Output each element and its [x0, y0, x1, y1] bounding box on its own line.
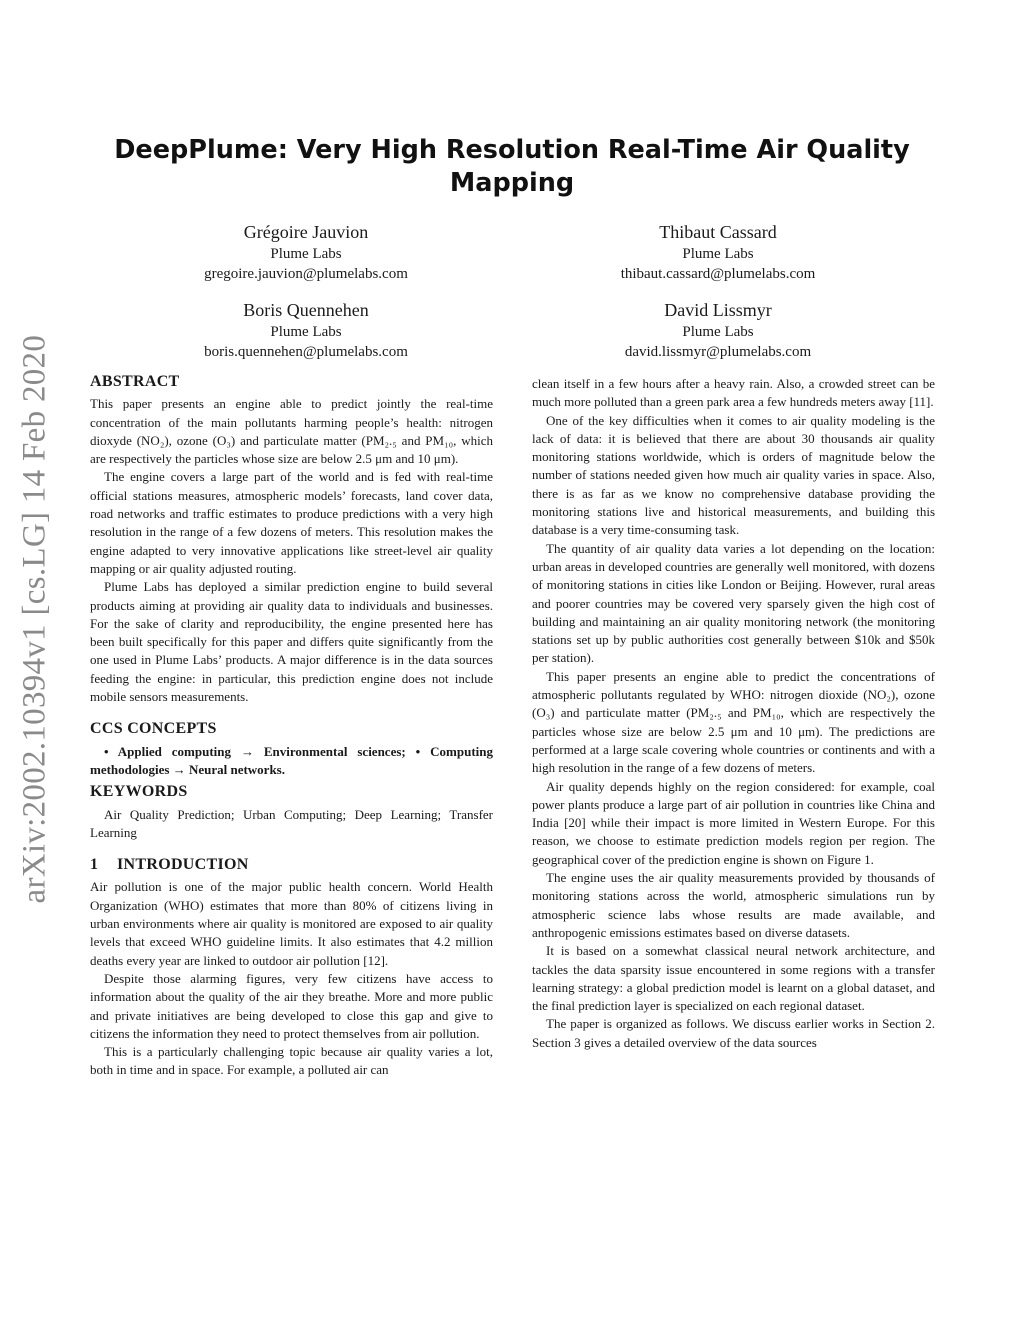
intro-paragraph: clean itself in a few hours after a heavy rain. Also, a crowded street can be much more polluted than a green park area a few hundreds meters away [11]. [532, 376, 935, 410]
author-name: Thibaut Cassard [659, 222, 777, 242]
author-name: David Lissmyr [664, 300, 772, 320]
intro-paragraph: Air quality depends highly on the region considered: for example, coal power plants produce a large part of air pollution in countries like China and India [20] while their impact is more limited in Western Europe. For this reason, we choose to estimate prediction models region per region. The geographical cover of the prediction engine is shown on Figure 1. [532, 778, 935, 867]
paper-title: DeepPlume: Very High Resolution Real-Time Air Quality Mapping [114, 135, 910, 198]
intro-paragraph: One of the key difficulties when it comes to air quality modeling is the lack of data: it is believed that there are about 30 thousands air quality monitoring stations worldwide, which is orders of magnitude below the number of stations needed given how much air quality varies in space. Also, there is as far as we know no comprehensive database providing the monitoring stations live and historical measurements, and building this database is a very time-consuming task. [532, 412, 935, 538]
author-block [553, 298, 883, 362]
intro-paragraph: Despite those alarming figures, very few citizens have access to information about the quality of the air they breathe. More and more public and private initiatives are being developed to close this gap and give to citizens the information they need to protect themselves from air pollution. [90, 970, 493, 1041]
abstract-paragraph: The engine covers a large part of the world and is fed with real-time official stations measures, atmospheric models’ forecasts, land cover data, road networks and traffic estimates to produce predictions with a very high resolution in the range of a few dozens of meters. This resolution makes the engine adapted to very innovative applications like street-level air quality mapping or air quality adjusted routing. [90, 469, 493, 576]
intro-paragraph: It is based on a somewhat classical neural network architecture, and tackles the data sparsity issue encountered in some regions with a transfer learning strategy: a global prediction model is learnt on a global dataset, and the final prediction layer is specialized on each regional dataset. [532, 943, 935, 1014]
intro-paragraph: This paper presents an engine able to predict the concentrations of atmospheric pollutants regulated by WHO: nitrogen dioxide (NO₂), ozone (O₃) and particulate matter (PM₂.₅ and PM₁₀, which are respectively the particles whose size are below 2.5 μm and 10 μm). The predictions are performed at a large scale covering whole countries or continents and with a high resolution in the range of a few dozens of meters. [532, 668, 935, 776]
author-email: gregoire.jauvion@plumelabs.com [204, 266, 408, 282]
author-name: Boris Quennehen [243, 300, 369, 320]
arxiv-identifier: arXiv:2002.10394v1 [cs.LG] 14 Feb 2020 [16, 334, 53, 904]
keywords-heading: KEYWORDS [90, 783, 188, 801]
intro-paragraph: The paper is organized as follows. We discuss earlier works in Section 2. Section 3 gives a detailed overview of the data sources [532, 1016, 935, 1050]
author-block [141, 220, 471, 284]
author-email: thibaut.cassard@plumelabs.com [620, 266, 816, 282]
ccs-concepts-text: • Applied computing → Environmental sciences; • Computing methodologies → Neural networks. [90, 743, 493, 777]
intro-paragraph: The quantity of air quality data varies a lot depending on the location: urban areas in developed countries are generally well monitored, with dozens of monitoring stations in cities like London or Beijing. However, rural areas and poorer countries may be covered very sparsely given the high cost of building and maintaining an air quality monitoring network (the monitoring stations set up by public authorities cost generally between $10k and $50k per station). [532, 540, 935, 666]
introduction-heading [90, 856, 493, 874]
abstract-paragraph: This paper presents an engine able to predict jointly the real-time concentration of the main pollutants harming people’s health: nitrogen dioxyde (NO₂), ozone (O₃) and particulate matter (PM₂.₅ and PM₁₀, which are respectively the particles whose size are below 2.5 μm and 10 μm). [90, 396, 493, 467]
intro-paragraph: This is a particularly challenging topic because air quality varies a lot, both in time and in space. For example, a polluted air can [90, 1044, 493, 1078]
author-affiliation: Plume Labs [270, 246, 342, 262]
author-name: Grégoire Jauvion [243, 222, 369, 242]
author-block [141, 298, 471, 362]
left-column [90, 373, 493, 1080]
intro-paragraph: The engine uses the air quality measurements provided by thousands of monitoring stations across the world, atmospheric simulations run by atmospheric science labs whose results are made available, and anthropogenic emissions estimates based on diverse datasets. [532, 870, 935, 940]
ccs-heading: CCS CONCEPTS [90, 720, 217, 738]
author-block [553, 220, 883, 284]
intro-paragraph: Air pollution is one of the major public health concern. World Health Organization (WHO) estimates that more than 80% of citizens living in urban environments where air quality is monitored are exposed to air quality levels that exceed WHO guideline limits. It also estimates that 4.2 million deaths every year are linked to outdoor air pollution [12]. [90, 879, 493, 968]
keywords-text: Air Quality Prediction; Urban Computing; Deep Learning; Transfer Learning [90, 806, 493, 840]
author-affiliation: Plume Labs [682, 324, 754, 340]
author-email: boris.quennehen@plumelabs.com [204, 344, 408, 360]
right-column [532, 375, 935, 1052]
abstract-heading: ABSTRACT [90, 373, 180, 390]
author-affiliation: Plume Labs [270, 324, 342, 340]
abstract-paragraph: Plume Labs has deployed a similar prediction engine to build several products aiming at providing air quality data to individuals and businesses. For the sake of clarity and reproducibility, the engine presented here has been built specifically for this paper and differs quite significantly from the one used in Plume Labs’ products. A major difference is in the data sources feeding the engine: in particular, this prediction engine does not include mobile sensors measurements. [90, 579, 493, 705]
section-title: INTRODUCTION [117, 856, 249, 874]
author-email: david.lissmyr@plumelabs.com [624, 344, 812, 360]
author-affiliation: Plume Labs [682, 246, 754, 262]
section-number: 1 [90, 856, 99, 874]
